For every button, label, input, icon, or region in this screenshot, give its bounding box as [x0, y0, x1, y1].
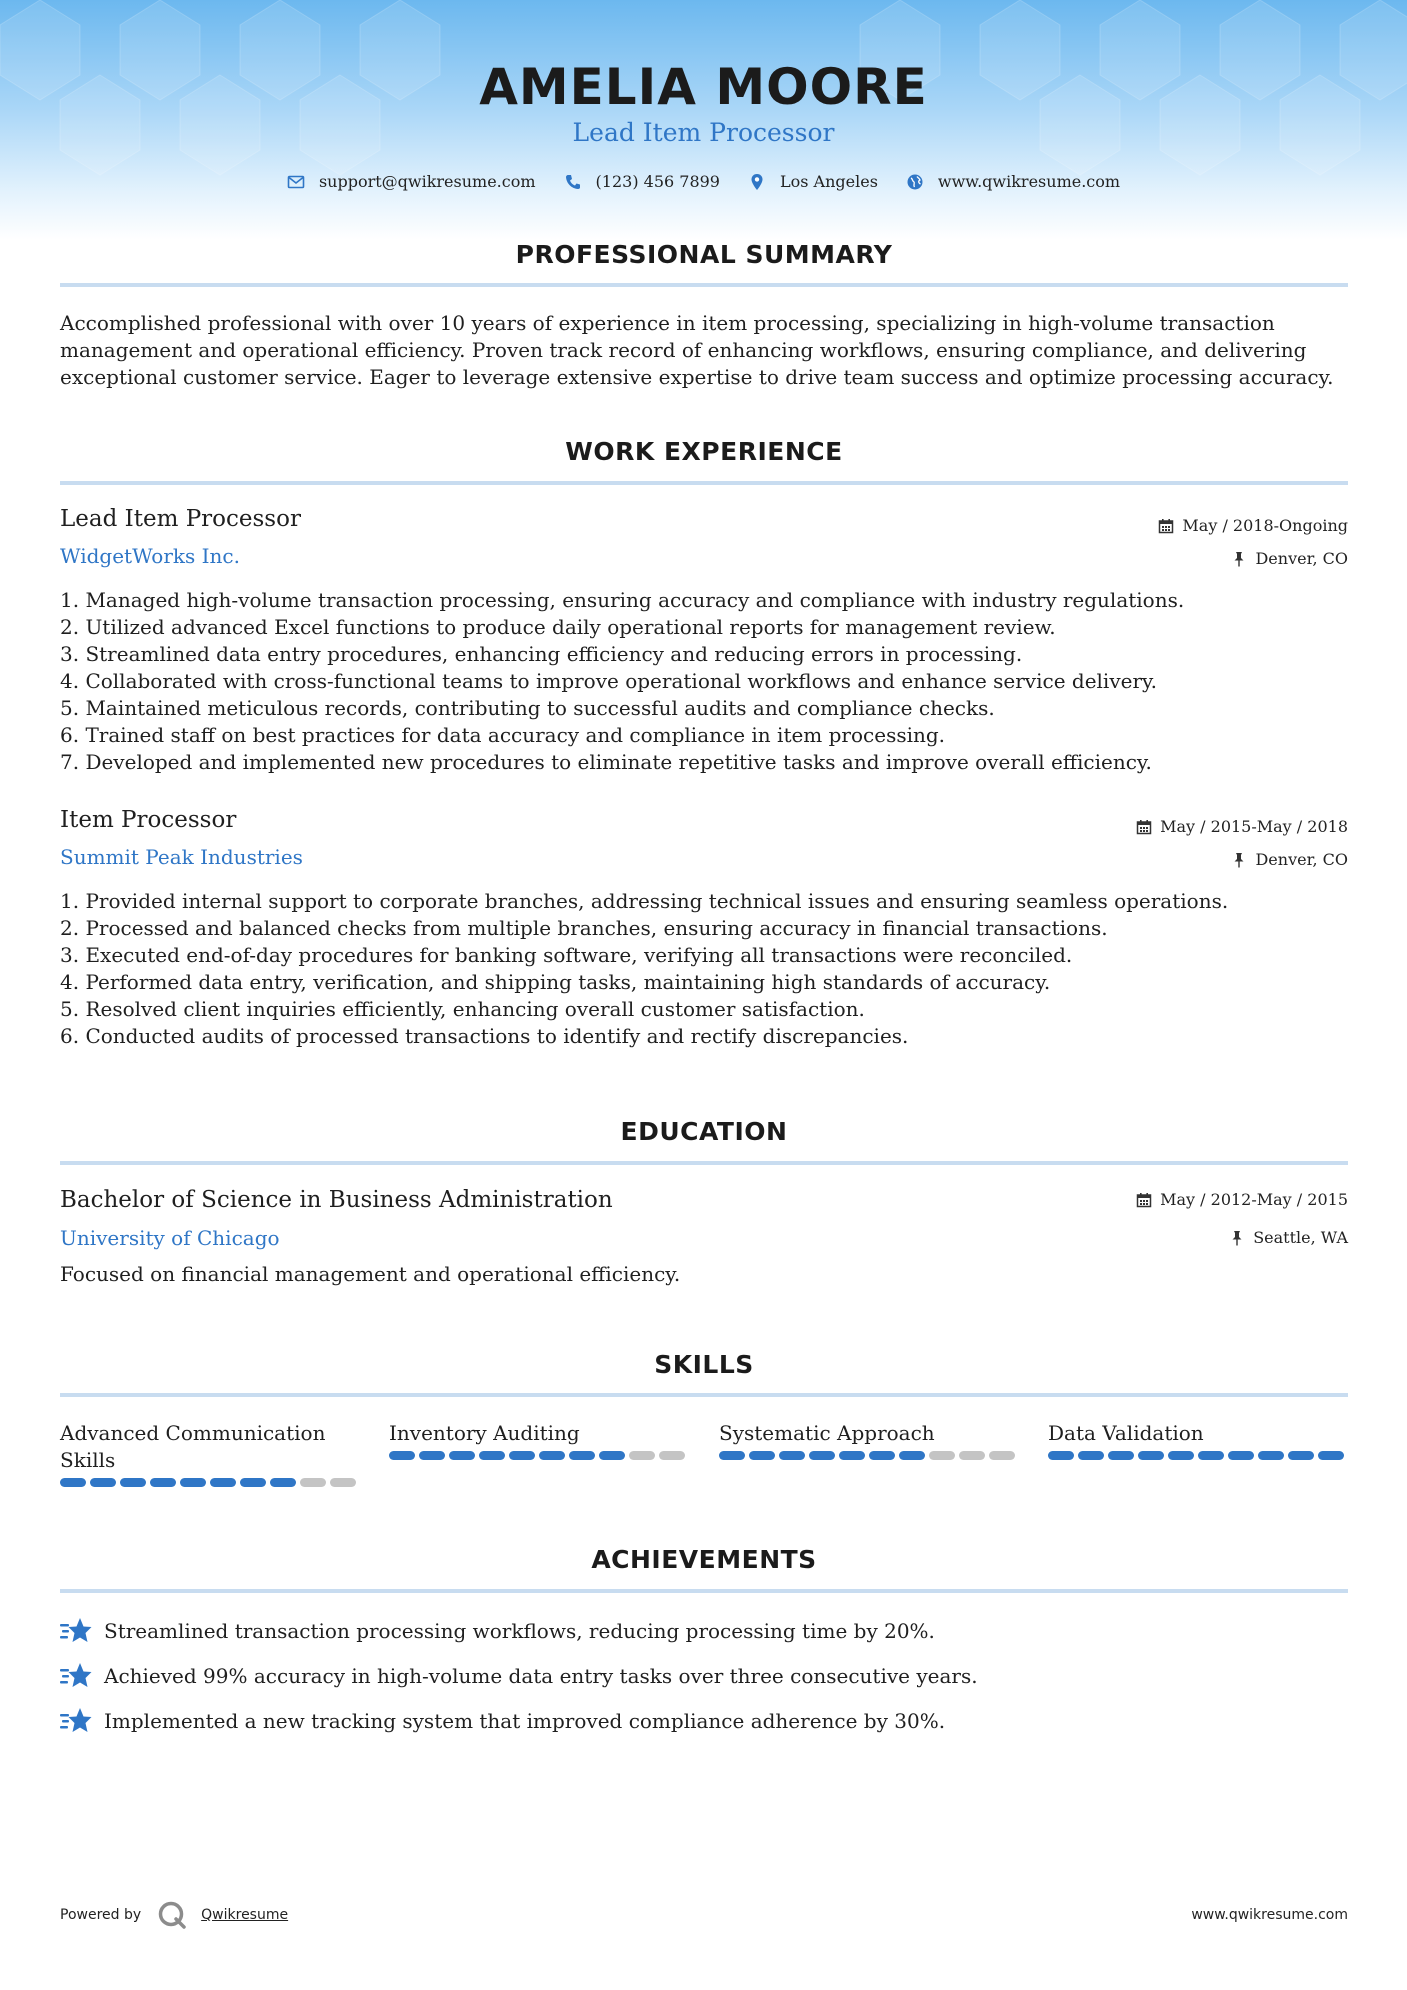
skill-level-segment [629, 1451, 655, 1460]
company-name: WidgetWorks Inc. [60, 544, 240, 568]
pushpin-icon [1231, 551, 1247, 567]
school-name: University of Chicago [60, 1226, 280, 1250]
skill-level-segment [300, 1478, 326, 1487]
skill-level-segment [1048, 1451, 1074, 1460]
job-dates-text: May / 2015-May / 2018 [1160, 817, 1348, 836]
globe-icon [906, 173, 924, 191]
skills-heading: SKILLS [654, 1350, 754, 1379]
pushpin-icon [1229, 1230, 1245, 1246]
footer-url[interactable]: www.qwikresume.com [1191, 1907, 1348, 1923]
skill-level-segment [240, 1478, 266, 1487]
list-item: 7. Developed and implemented new procedures to eliminate repetitive tasks and improve overall efficiency. [60, 750, 1152, 774]
skill-level-segment [389, 1451, 415, 1460]
list-item: 1. Managed high-volume transaction processing, ensuring accuracy and compliance with industry regulations. [60, 588, 1185, 612]
summary-divider [60, 283, 1348, 287]
skill-level-segment [330, 1478, 356, 1487]
degree-title: Bachelor of Science in Business Administration [60, 1187, 613, 1213]
achievement-item [60, 1661, 978, 1691]
skill-level-segment [479, 1451, 505, 1460]
skill-level-segment [449, 1451, 475, 1460]
achievement-item [60, 1706, 945, 1736]
list-item: 6. Trained staff on best practices for data accuracy and compliance in item processing. [60, 723, 946, 747]
skill-name: Inventory Auditing [389, 1421, 580, 1445]
candidate-name: AMELIA MOORE [479, 58, 928, 116]
list-item: 4. Performed data entry, verification, and shipping tasks, maintaining high standards of accuracy. [60, 970, 1051, 994]
contact-phone-text: (123) 456 7899 [595, 172, 720, 191]
skill-level-segment [719, 1451, 745, 1460]
skill-level-segment [779, 1451, 805, 1460]
list-item: 3. Executed end-of-day procedures for banking software, verifying all transactions were reconciled. [60, 943, 1073, 967]
footer-powered-by [60, 1900, 288, 1930]
skill-level-segment [809, 1451, 835, 1460]
skill-level-segment [599, 1451, 625, 1460]
calendar-icon [1136, 819, 1152, 835]
summary-text: Accomplished professional with over 10 years of experience in item processing, specializing in high-volume transaction management and operational efficiency. Proven track record of enhancing workflows, ensuring compliance, and delivering exceptional customer service. Eager to leverage extensive expertise to drive team success and optimize processing accuracy. [60, 311, 1334, 389]
list-item: 6. Conducted audits of processed transactions to identify and rectify discrepancies. [60, 1024, 909, 1048]
skill-level-segment [419, 1451, 445, 1460]
job-dates [1136, 817, 1348, 836]
qwikresume-link[interactable]: Qwikresume [201, 1907, 289, 1923]
skill-item [389, 1420, 689, 1460]
skill-level-segment [569, 1451, 595, 1460]
skill-level-segment [899, 1451, 925, 1460]
phone-icon [564, 173, 582, 191]
skill-level-segment [150, 1478, 176, 1487]
contact-email-text: support@qwikresume.com [318, 172, 536, 191]
list-item: 2. Utilized advanced Excel functions to produce daily operational reports for management review. [60, 615, 1056, 639]
skill-level-segment [1078, 1451, 1104, 1460]
contact-location-text: Los Angeles [779, 172, 878, 191]
skill-name: Data Validation [1048, 1421, 1204, 1445]
powered-by-label: Powered by [60, 1907, 142, 1923]
education-location-text: Seattle, WA [1253, 1228, 1348, 1247]
list-item: 4. Collaborated with cross-functional teams to improve operational workflows and enhance service delivery. [60, 669, 1158, 693]
skill-level-bar [60, 1478, 360, 1487]
job-dates [1158, 516, 1348, 535]
achievement-text: Achieved 99% accuracy in high-volume data entry tasks over three consecutive years. [104, 1664, 978, 1688]
experience-heading: WORK EXPERIENCE [565, 437, 843, 466]
achievement-item [60, 1616, 935, 1646]
skill-level-segment [90, 1478, 116, 1487]
education-heading: EDUCATION [620, 1117, 788, 1146]
list-item: 5. Resolved client inquiries efficiently, enhancing overall customer satisfaction. [60, 997, 865, 1021]
job-location [1231, 850, 1348, 869]
skill-level-segment [869, 1451, 895, 1460]
skill-level-segment [1108, 1451, 1134, 1460]
contact-website-text: www.qwikresume.com [937, 172, 1121, 191]
skills-divider [60, 1393, 1348, 1397]
company-name: Summit Peak Industries [60, 845, 303, 869]
contact-email[interactable] [287, 172, 536, 191]
experience-divider [60, 481, 1348, 485]
skill-level-segment [839, 1451, 865, 1460]
skill-level-segment [1258, 1451, 1284, 1460]
achievements-divider [60, 1589, 1348, 1593]
skill-level-bar [1048, 1451, 1348, 1460]
list-item: 3. Streamlined data entry procedures, enhancing efficiency and reducing errors in processing. [60, 642, 1023, 666]
skill-level-segment [60, 1478, 86, 1487]
summary-heading: PROFESSIONAL SUMMARY [515, 240, 893, 269]
skill-level-segment [1228, 1451, 1254, 1460]
contact-phone[interactable] [564, 172, 720, 191]
skill-name: Systematic Approach [719, 1421, 935, 1445]
skill-level-segment [1168, 1451, 1194, 1460]
skill-level-segment [210, 1478, 236, 1487]
education-dates [1136, 1190, 1348, 1209]
job-duties-list [60, 888, 1350, 1050]
calendar-icon [1136, 1192, 1152, 1208]
achievement-text: Implemented a new tracking system that improved compliance adherence by 30%. [104, 1709, 946, 1733]
star-icon [60, 1706, 92, 1736]
job-title: Lead Item Processor [60, 506, 301, 532]
star-icon [60, 1661, 92, 1691]
skill-level-segment [120, 1478, 146, 1487]
job-location [1231, 549, 1348, 568]
skill-level-segment [180, 1478, 206, 1487]
skill-level-segment [509, 1451, 535, 1460]
job-title: Item Processor [60, 807, 237, 833]
education-dates-text: May / 2012-May / 2015 [1160, 1190, 1348, 1209]
pushpin-icon [1231, 852, 1247, 868]
list-item: 2. Processed and balanced checks from multiple branches, ensuring accuracy in financial transactions. [60, 916, 1108, 940]
calendar-icon [1158, 518, 1174, 534]
skill-name: Advanced Communication Skills [60, 1421, 326, 1472]
skill-item [60, 1420, 360, 1487]
skill-level-segment [659, 1451, 685, 1460]
skill-level-segment [929, 1451, 955, 1460]
job-dates-text: May / 2018-Ongoing [1182, 516, 1348, 535]
job-duties-list [60, 587, 1350, 776]
skill-level-segment [989, 1451, 1015, 1460]
contact-bar [0, 172, 1407, 191]
job-location-text: Denver, CO [1255, 850, 1348, 869]
achievements-heading: ACHIEVEMENTS [591, 1545, 817, 1574]
skill-level-segment [1138, 1451, 1164, 1460]
education-divider [60, 1161, 1348, 1165]
candidate-role: Lead Item Processor [572, 118, 835, 147]
education-description: Focused on financial management and operational efficiency. [60, 1262, 681, 1286]
map-marker-icon [748, 173, 766, 191]
skill-level-segment [270, 1478, 296, 1487]
skill-level-segment [959, 1451, 985, 1460]
skill-level-segment [539, 1451, 565, 1460]
envelope-icon [287, 173, 305, 191]
skill-item [719, 1420, 1019, 1460]
contact-location [748, 172, 878, 191]
list-item: 5. Maintained meticulous records, contributing to successful audits and compliance checks. [60, 696, 995, 720]
skill-item [1048, 1420, 1348, 1460]
qwikresume-logo-icon [157, 1900, 187, 1930]
list-item: 1. Provided internal support to corporate branches, addressing technical issues and ensuring seamless operations. [60, 889, 1229, 913]
skill-level-bar [719, 1451, 1019, 1460]
star-icon [60, 1616, 92, 1646]
skill-level-bar [389, 1451, 689, 1460]
achievement-text: Streamlined transaction processing workflows, reducing processing time by 20%. [104, 1619, 935, 1643]
skill-level-segment [1288, 1451, 1314, 1460]
contact-website[interactable] [906, 172, 1120, 191]
skill-level-segment [1198, 1451, 1224, 1460]
job-location-text: Denver, CO [1255, 549, 1348, 568]
skill-level-segment [1318, 1451, 1344, 1460]
education-location [1229, 1228, 1348, 1247]
skill-level-segment [749, 1451, 775, 1460]
